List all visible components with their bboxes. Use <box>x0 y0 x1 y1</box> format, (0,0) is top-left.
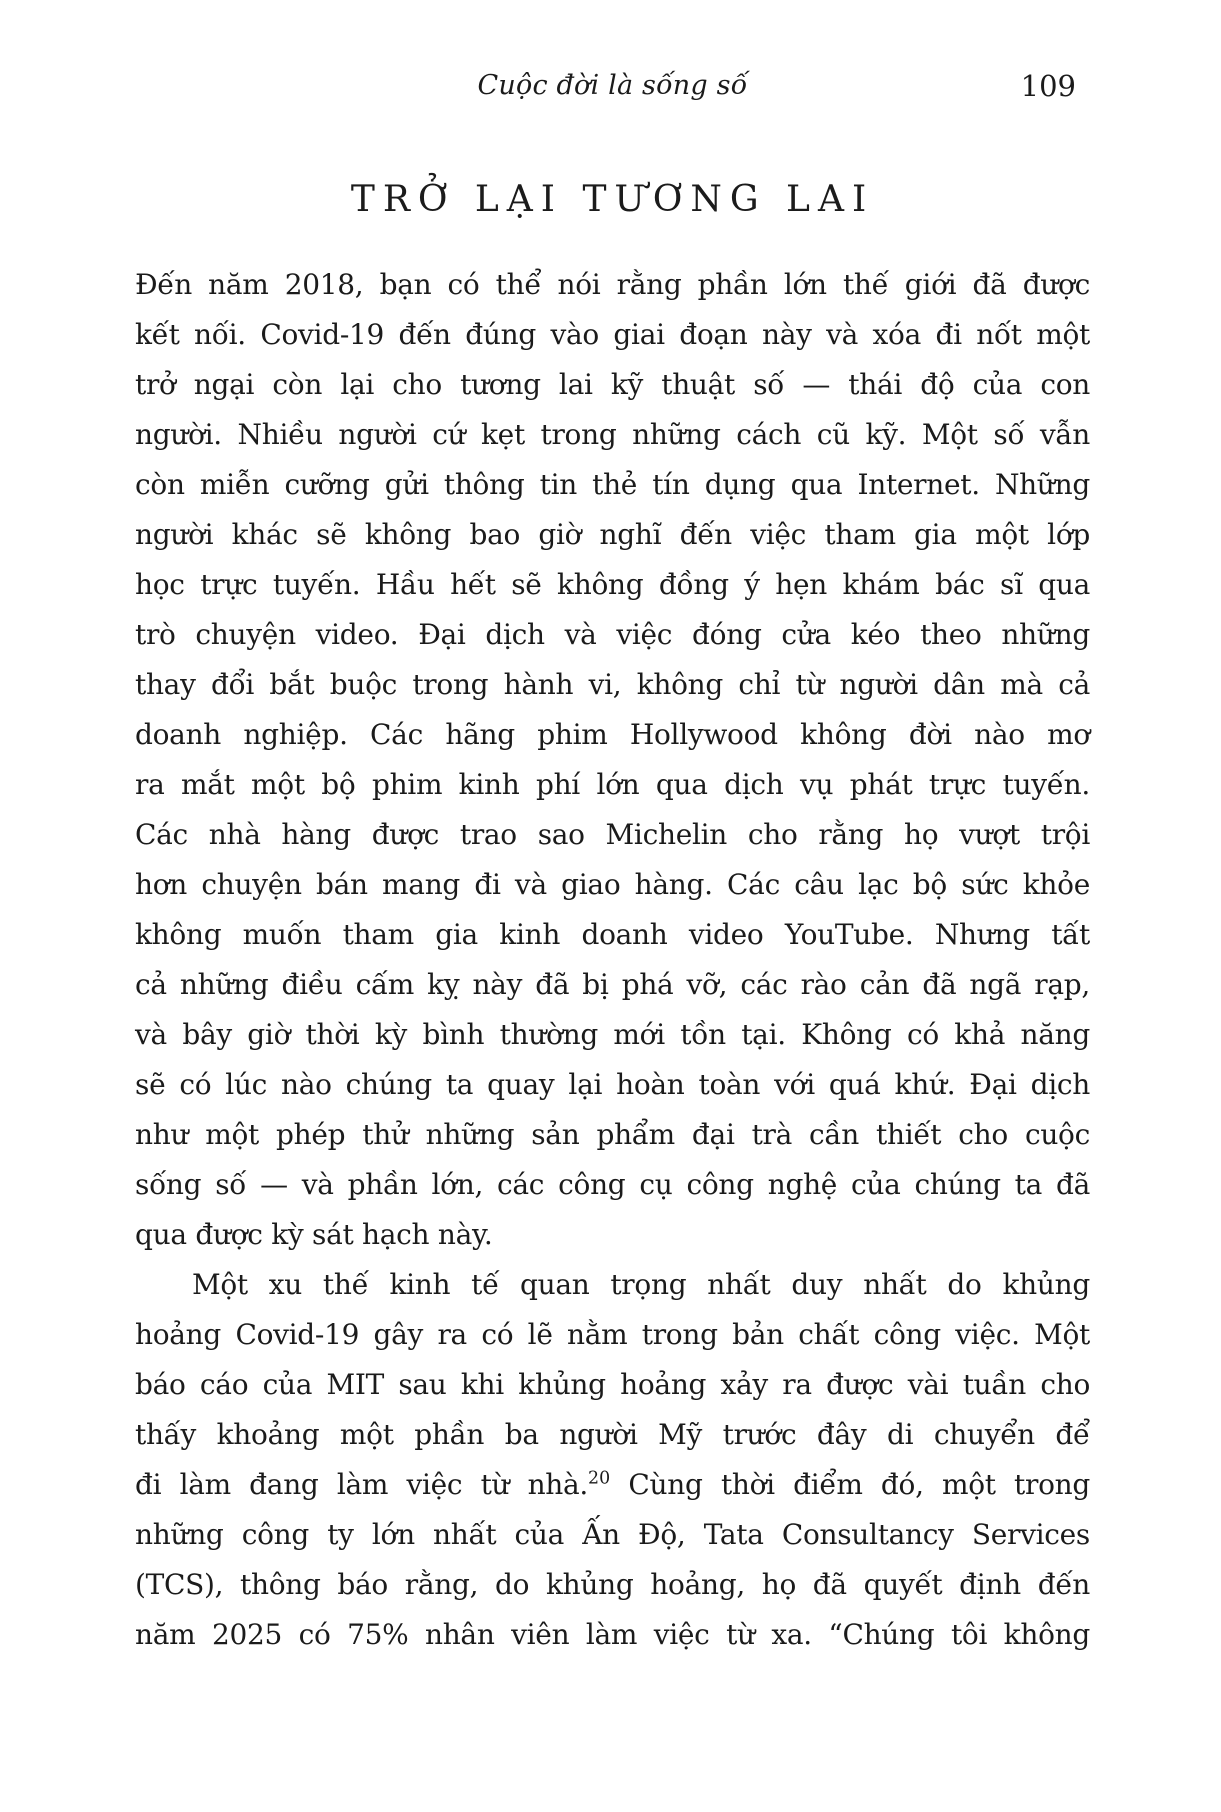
body-text-line: học trực tuyến. Hầu hết sẽ không đồng ý hẹn khám bác sĩ qua <box>135 568 1090 601</box>
body-text-line: sống số — và phần lớn, các công cụ công nghệ của chúng ta đã <box>135 1168 1090 1201</box>
body-text-line: qua được kỳ sát hạch này. <box>135 1218 493 1251</box>
body-text-line: doanh nghiệp. Các hãng phim Hollywood không đời nào mơ <box>135 718 1090 751</box>
body-text-line: Một xu thế kinh tế quan trọng nhất duy nhất do khủng <box>192 1268 1090 1301</box>
body-text-line: thay đổi bắt buộc trong hành vi, không chỉ từ người dân mà cả <box>135 668 1090 701</box>
body-text-line: trò chuyện video. Đại dịch và việc đóng cửa kéo theo những <box>135 618 1090 651</box>
body-text-line: Các nhà hàng được trao sao Michelin cho rằng họ vượt trội <box>135 818 1090 851</box>
body-text-line: không muốn tham gia kinh doanh video YouTube. Nhưng tất <box>135 918 1090 951</box>
body-text-line: người khác sẽ không bao giờ nghĩ đến việc tham gia một lớp <box>135 518 1090 551</box>
footnote-reference: 20 <box>588 1468 611 1489</box>
body-text-line: báo cáo của MIT sau khi khủng hoảng xảy ra được vài tuần cho <box>135 1368 1090 1401</box>
body-text-line: sẽ có lúc nào chúng ta quay lại hoàn toàn với quá khứ. Đại dịch <box>135 1068 1090 1101</box>
body-text-line: cả những điều cấm kỵ này đã bị phá vỡ, các rào cản đã ngã rạp, <box>135 968 1090 1001</box>
paragraph <box>135 1260 1090 1660</box>
page-number: 109 <box>1020 69 1076 103</box>
body-text-line: những công ty lớn nhất của Ấn Độ, Tata Consultancy Services <box>135 1518 1090 1551</box>
running-title: Cuộc đời là sống số <box>477 70 748 101</box>
body-text-line: kết nối. Covid-19 đến đúng vào giai đoạn này và xóa đi nốt một <box>135 318 1090 351</box>
body-text-line: còn miễn cưỡng gửi thông tin thẻ tín dụng qua Internet. Những <box>135 468 1090 501</box>
page-header <box>135 68 1090 104</box>
body-text-line: và bây giờ thời kỳ bình thường mới tồn tại. Không có khả năng <box>135 1018 1090 1051</box>
body-text-line: ra mắt một bộ phim kinh phí lớn qua dịch vụ phát trực tuyến. <box>135 768 1090 801</box>
chapter-title: TRỞ LẠI TƯƠNG LAI <box>350 179 875 220</box>
body-text-line: năm 2025 có 75% nhân viên làm việc từ xa. “Chúng tôi không <box>135 1618 1090 1651</box>
body-text-line: người. Nhiều người cứ kẹt trong những cách cũ kỹ. Một số vẫn <box>135 418 1090 451</box>
body-text-line: Đến năm 2018, bạn có thể nói rằng phần lớn thế giới đã được <box>135 268 1090 301</box>
body-text-line: đi làm đang làm việc từ nhà.$^{20}$ Cùng thời điểm đó, một trong <box>135 1468 1090 1501</box>
body-text-line: trở ngại còn lại cho tương lai kỹ thuật số — thái độ của con <box>135 368 1090 401</box>
body-text-line: hoảng Covid-19 gây ra có lẽ nằm trong bản chất công việc. Một <box>135 1318 1090 1351</box>
body-text-line: (TCS), thông báo rằng, do khủng hoảng, họ đã quyết định đến <box>135 1568 1090 1601</box>
body-text-line: như một phép thử những sản phẩm đại trà cần thiết cho cuộc <box>135 1118 1090 1151</box>
body-text-line: hơn chuyện bán mang đi và giao hàng. Các câu lạc bộ sức khỏe <box>135 868 1090 901</box>
paragraph <box>135 260 1090 1260</box>
body-text-line: thấy khoảng một phần ba người Mỹ trước đây di chuyển để <box>135 1418 1090 1451</box>
body-text <box>135 260 1090 1660</box>
